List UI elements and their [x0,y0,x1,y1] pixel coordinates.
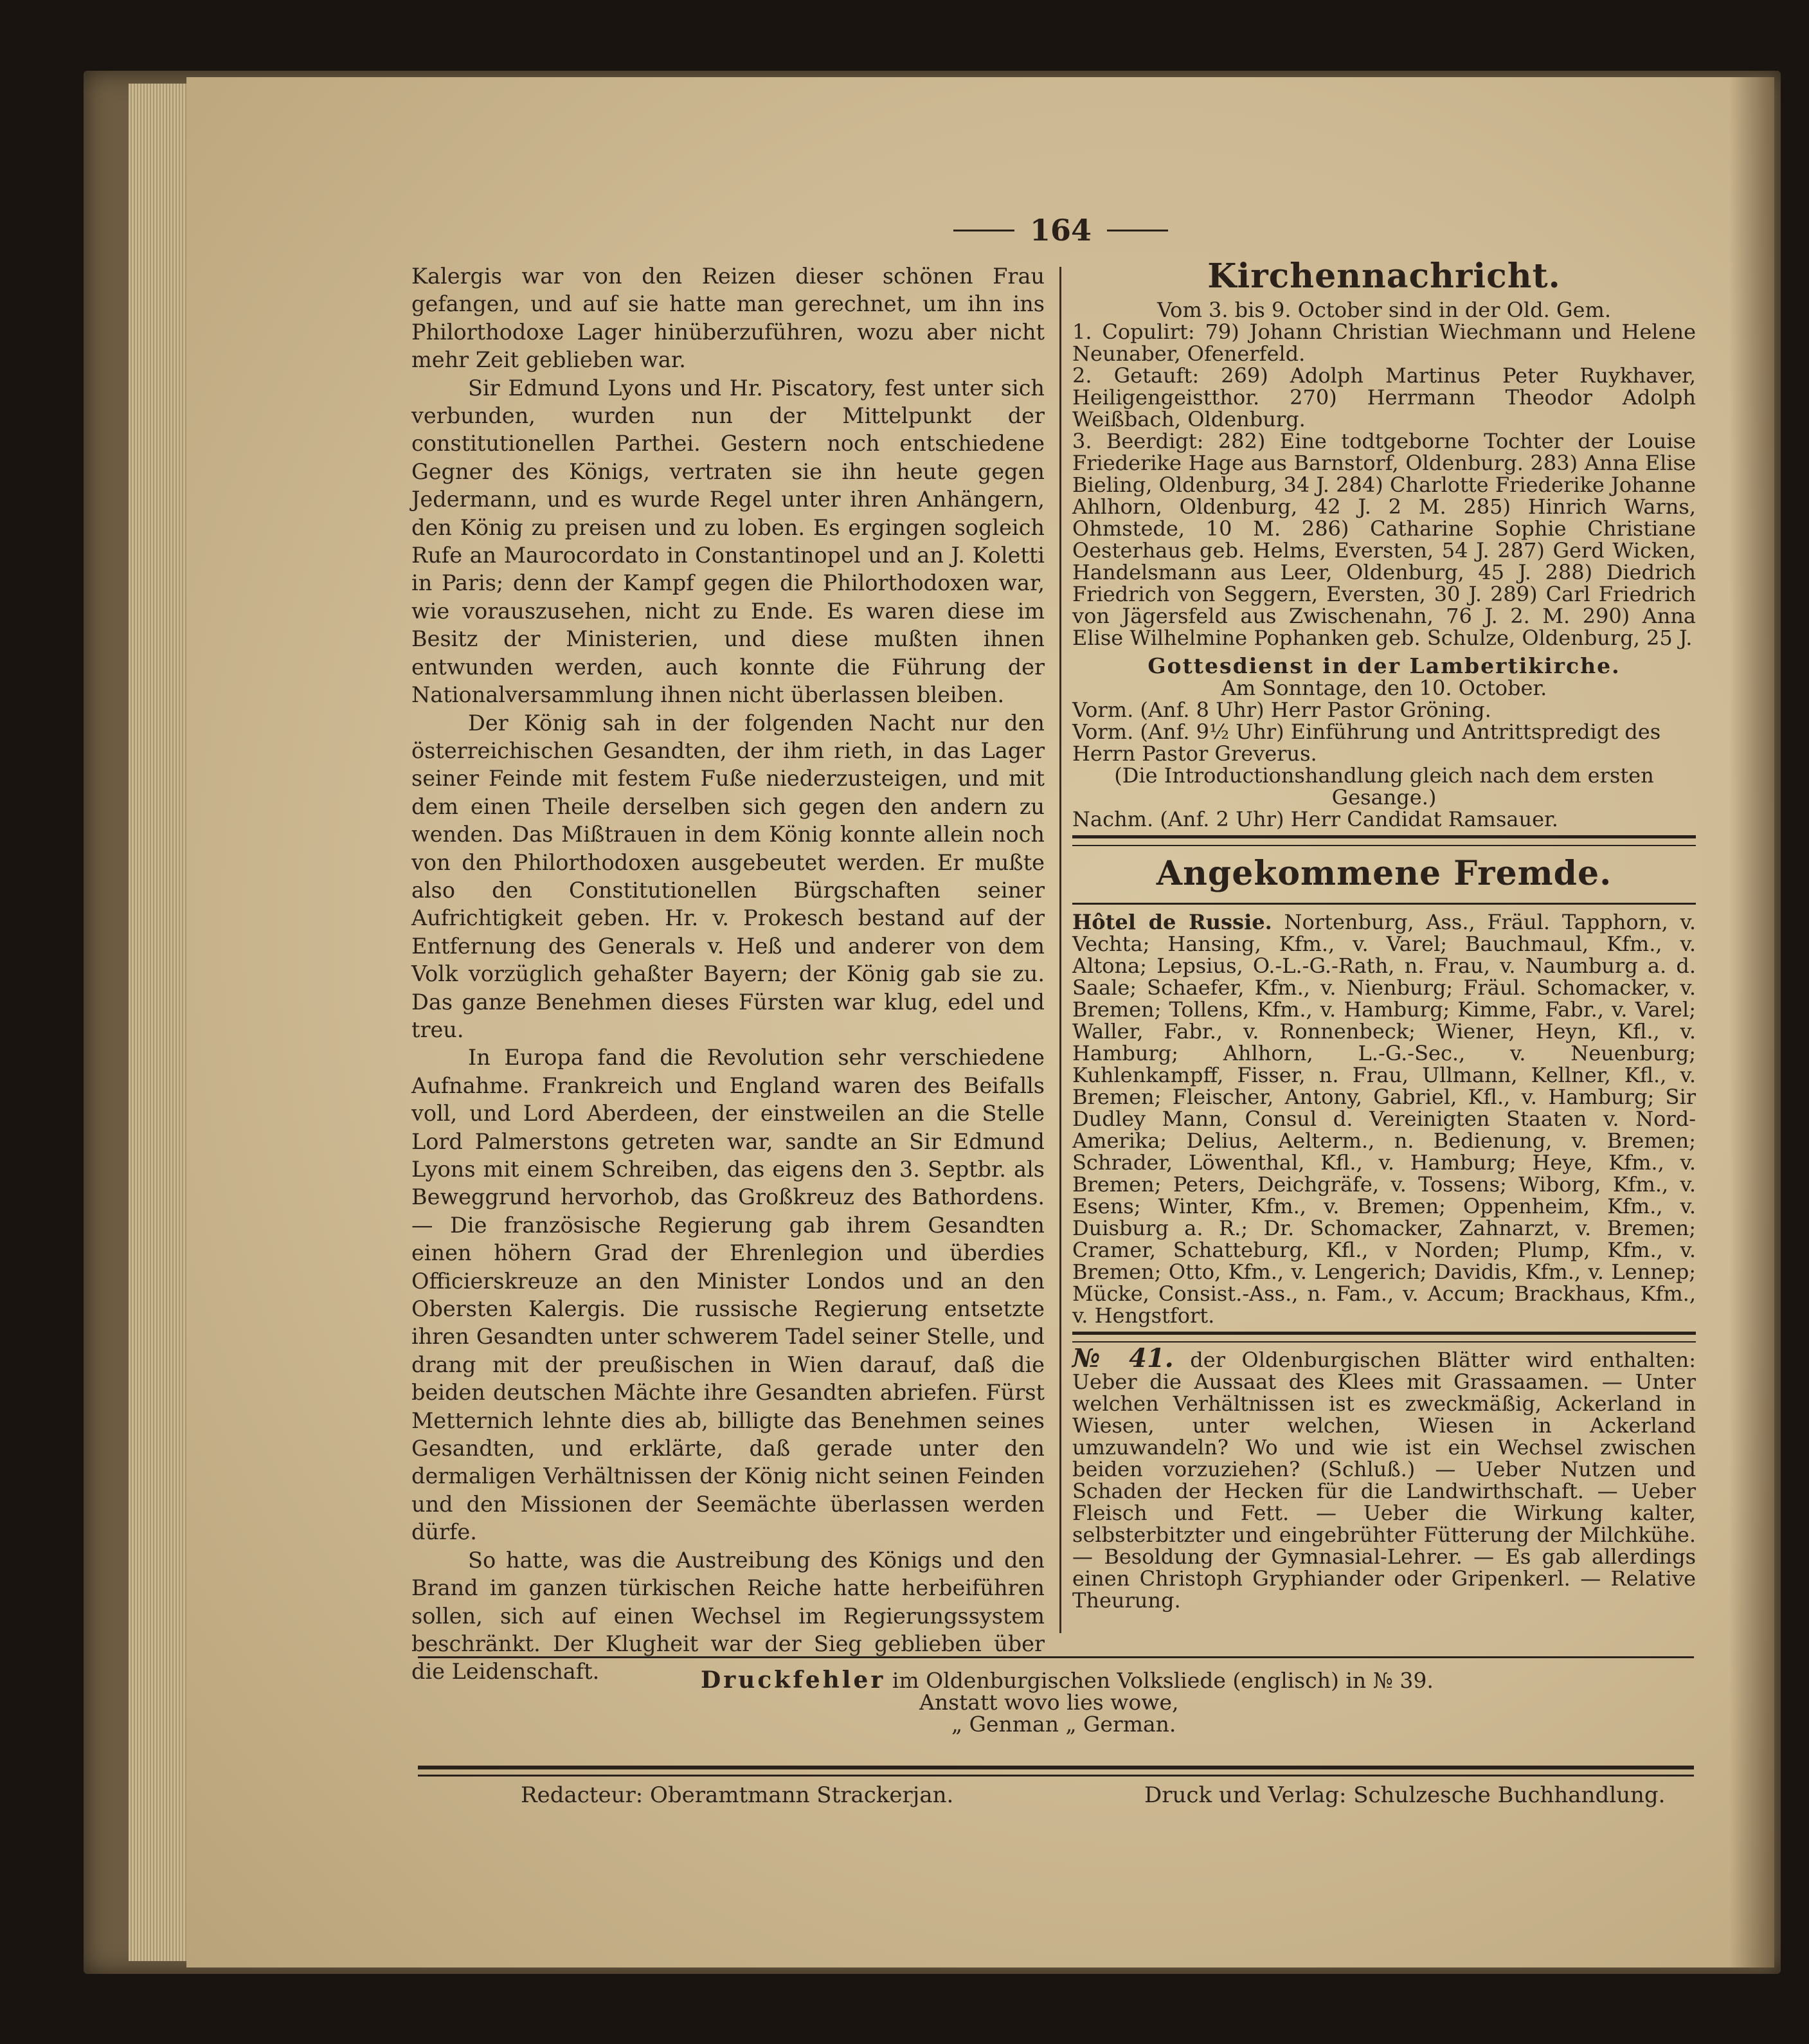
footer-editor: Redacteur: Oberamtmann Strackerjan. [521,1782,954,1808]
footer-publisher: Druck und Verlag: Schulzesche Buchhandlung. [1144,1782,1666,1808]
service-date: Am Sonntage, den 10. October. [1221,676,1547,700]
church-baptized: 2. Getauft: 269) Adolph Martinus Peter Ruykhaver, Heiligengeistthor. 270) Herrmann Theodor Adolph Weißbach, Oldenburg. [1072,363,1696,431]
church-news-intro: Vom 3. bis 9. October sind in der Old. Gem. [1157,298,1611,322]
article-paragraph: Der König sah in der folgenden Nacht nur den österreichischen Gesandten, der ihm rieth, in das Lager seiner Feinde mit festem Fuße niederzusteigen, und mit dem einen Theile derselben sich gegen den andern zu wenden. Das Mißtrauen in dem König konnte allein noch von den Philorthodoxen ausgebeutet werden. Er mußte also den Constitutionellen Bürgschaften seiner Aufrichtigkeit geben. Hr. v. Prokesch bestand auf der Entfernung des Generals v. Heß und anderer von dem Volk vorzüglich gehaßter Bayern; der König gab sie zu. Das ganze Benehmen dieses Fürsten war klug, edel und treu. [411,710,1045,1042]
church-news-title: Kirchennachricht. [1207,257,1561,296]
errata-line: „ Genman „ German. [951,1712,1176,1737]
page-header [932,211,1189,249]
arrivals-list [1072,911,1696,1326]
article-paragraph: Sir Edmund Lyons und Hr. Piscatory, fest unter sich verbunden, wurden nun der Mittelpunkt der constitutionellen Parthei. Gestern noch entschiedene Gegner des Königs, vertraten sie ihn heute gegen Jedermann, und es wurde Regel unter ihren Anhängern, den König zu preisen und zu loben. Es ergingen sogleich Rufe an Maurocordato in Constantinopel und an J. Koletti in Paris; denn der Kampf gegen die Philorthodoxen war, wie vorauszusehen, nicht zu Ende. Es waren diese im Besitz der Ministerien, und diese mußten ihnen entwunden werden, auch konnte die Führung der Nationalversammlung ihnen nicht überlassen bleiben. [411,375,1045,708]
errata-heading [701,1669,1472,1692]
header-dash-right [1107,230,1168,231]
next-issue-text: der Oldenburgischen Blätter wird enthalten: Ueber die Aussaat des Klees mit Grassaamen. — Unter welchen Verhältnissen ist es zweckmäßig, Ackerland in Wiesen, unter welchen, Wiesen in Ackerland umzuwandeln? Wo und wie ist ein Wechsel zwischen beiden vorzuziehen? (Schluß.) — Ueber Nutzen und Schaden der Hecken für die Landwirthschaft. — Ueber Fleisch und Fett. — Ueber die Wirkung kalter, selbsterbitzter und eingebrühter Fütterung der Milchkühe. — Besoldung der Gymnasial-Lehrer. — Es gab allerdings einen Christoph Gryphiander oder Gripenkerl. — Relative Theurung. [1072,1348,1697,1613]
errata-block [701,1669,1472,1735]
next-issue-notice [1072,1343,1697,1613]
arrivals-title: Angekommene Fremde. [1156,854,1612,893]
service-line: Nachm. (Anf. 2 Uhr) Herr Candidat Ramsauer. [1072,807,1558,831]
hotel-name: Hôtel de Russie. [1072,910,1272,934]
footer-rule [418,1766,1694,1777]
service-line: Vorm. (Anf. 9½ Uhr) Einführung und Antrittspredigt des Herrn Pastor Greverus. [1072,719,1661,766]
page-number: 164 [1029,213,1092,248]
errata-line: Anstatt wovo lies wowe, [919,1690,1179,1715]
header-dash-left [953,230,1014,231]
church-buried: 3. Beerdigt: 282) Eine todtgeborne Tochter der Louise Friederike Hage aus Barnstorf, Oldenburg. 283) Anna Elise Bieling, Oldenburg, 34 J. 284) Charlotte Friederike Johanne Ahlhorn, Oldenburg, 42 J. 2 M. 285) Hinrich Warns, Ohmstede, 10 M. 286) Catharine Sophie Christiane Oesterhaus geb. Helms, Eversten, 54 J. 287) Gerd Wicken, Handelsmann aus Leer, Oldenburg, 45 J. 288) Diedrich Friedrich von Seggern, Eversten, 30 J. 289) Carl Friedrich von Jägersfeld aus Zwischenahn, 76 J. 2. M. 290) Anna Elise Wilhelmine Pophanken geb. Schulze, Oldenburg, 25 J. [1072,429,1696,650]
spine-shadow [1729,77,1774,1967]
article-paragraph: Kalergis war von den Reizen dieser schönen Frau gefangen, und auf sie hatte man gerechnet, um ihn ins Philorthodoxe Lager hinüberzuführen, wozu aber nicht mehr Zeit geblieben war. [411,264,1045,373]
section-rule [1072,1332,1696,1343]
section-rule [1072,835,1696,846]
article-paragraph: So hatte, was die Austreibung des Königs und den Brand im ganzen türkischen Reiche hatte herbeiführen sollen, sich auf einen Wechsel im Regierungssystem beschränkt. Der Klugheit war der Sieg geblieben über die Leidenschaft. [411,1547,1045,1685]
errata-intro: im Oldenburgischen Volksliede (englisch) in № 39. [892,1668,1434,1693]
church-copulated: 1. Copulirt: 79) Johann Christian Wiechmann und Helene Neunaber, Ofenerfeld. [1072,320,1696,366]
arrivals-text: Nortenburg, Ass., Fräul. Tapphorn, v. Vechta; Hansing, Kfm., v. Varel; Bauchmaul, Kfm., v. Altona; Lepsius, O.-L.-G.-Rath, n. Frau, v. Naumburg a. d. Saale; Schaefer, Kfm., v. Nienburg; Fräul. Schomacker, v. Bremen; Tollens, Kfm., v. Hamburg; Kimme, Fabr., v. Varel; Waller, Fabr., v. Ronnenbeck; Wiener, Heyn, Kfl., v. Hamburg; Ahlhorn, L.-G.-Sec., v. Neuenburg; Kuhlenkampff, Fisser, n. Frau, Ullmann, Kellner, Kfl., v. Bremen; Fleischer, Antony, Gabriel, Kfl., v. Hamburg; Sir Dudley Mann, Consul d. Vereinigten Staaten v. Nord-Amerika; Delius, Aelterm., n. Bedienung, v. Bremen; Schrader, Löwenthal, Kfl., v. Hamburg; Heye, Kfm., v. Bremen; Peters, Deichgräfe, v. Tossens; Wiborg, Kfm., v. Esens; Winter, Kfm., v. Bremen; Oppenheim, Kfm., v. Duisburg a. R.; Dr. Schomacker, Zahnarzt, v. Bremen; Cramer, Schatteburg, Kfl., v Norden; Plump, Kfm., v. Bremen; Otto, Kfm., v. Lengerich; Davidis, Kfm., v. Lennep; Mücke, Consist.-Ass., n. Fam., v. Accum; Brackhaus, Kfm., v. Hengstfort. [1072,910,1696,1328]
right-column [1072,254,1696,1643]
section-rule [1072,903,1696,905]
service-line: Vorm. (Anf. 8 Uhr) Herr Pastor Gröning. [1072,698,1491,722]
service-line: (Die Introductionshandlung gleich nach dem ersten Gesange.) [1114,763,1654,809]
issue-number: № 41. [1072,1343,1174,1373]
page-edges [129,84,186,1961]
service-title: Gottesdienst in der Lambertikirche. [1148,653,1621,678]
article-paragraph: In Europa fand die Revolution sehr verschiedene Aufnahme. Frankreich und England waren des Beifalls voll, und Lord Aberdeen, der einstweilen an die Stelle Lord Palmerstons getreten war, sandte an Sir Edmund Lyons mit einem Schreiben, das eigens den 3. Septbr. als Beweggrund hervorhob, das Großkreuz des Bathordens. — Die französische Regierung gab ihrem Gesandten einen höhern Grad der Ehrenlegion und überdies Officierskreuze an den Minister Londos und an den Obersten Kalergis. Die russische Regierung entsetzte ihren Gesandten unter schwerem Tadel seiner Stelle, und drang mit der preußischen in Wien darauf, daß die beiden deutschen Mächte ihre Gesandten abriefen. Fürst Metternich lehnte dies ab, billigte das Benehmen seines Gesandten, und erklärte, daß gerade unter den dermaligen Verhältnissen der König nicht seinen Feinden und den Missionen der Seemächte überlassen werden dürfe. [411,1045,1045,1545]
bottom-rule [418,1656,1694,1658]
errata-title: Druckfehler [701,1667,886,1694]
column-divider [1059,267,1061,1633]
